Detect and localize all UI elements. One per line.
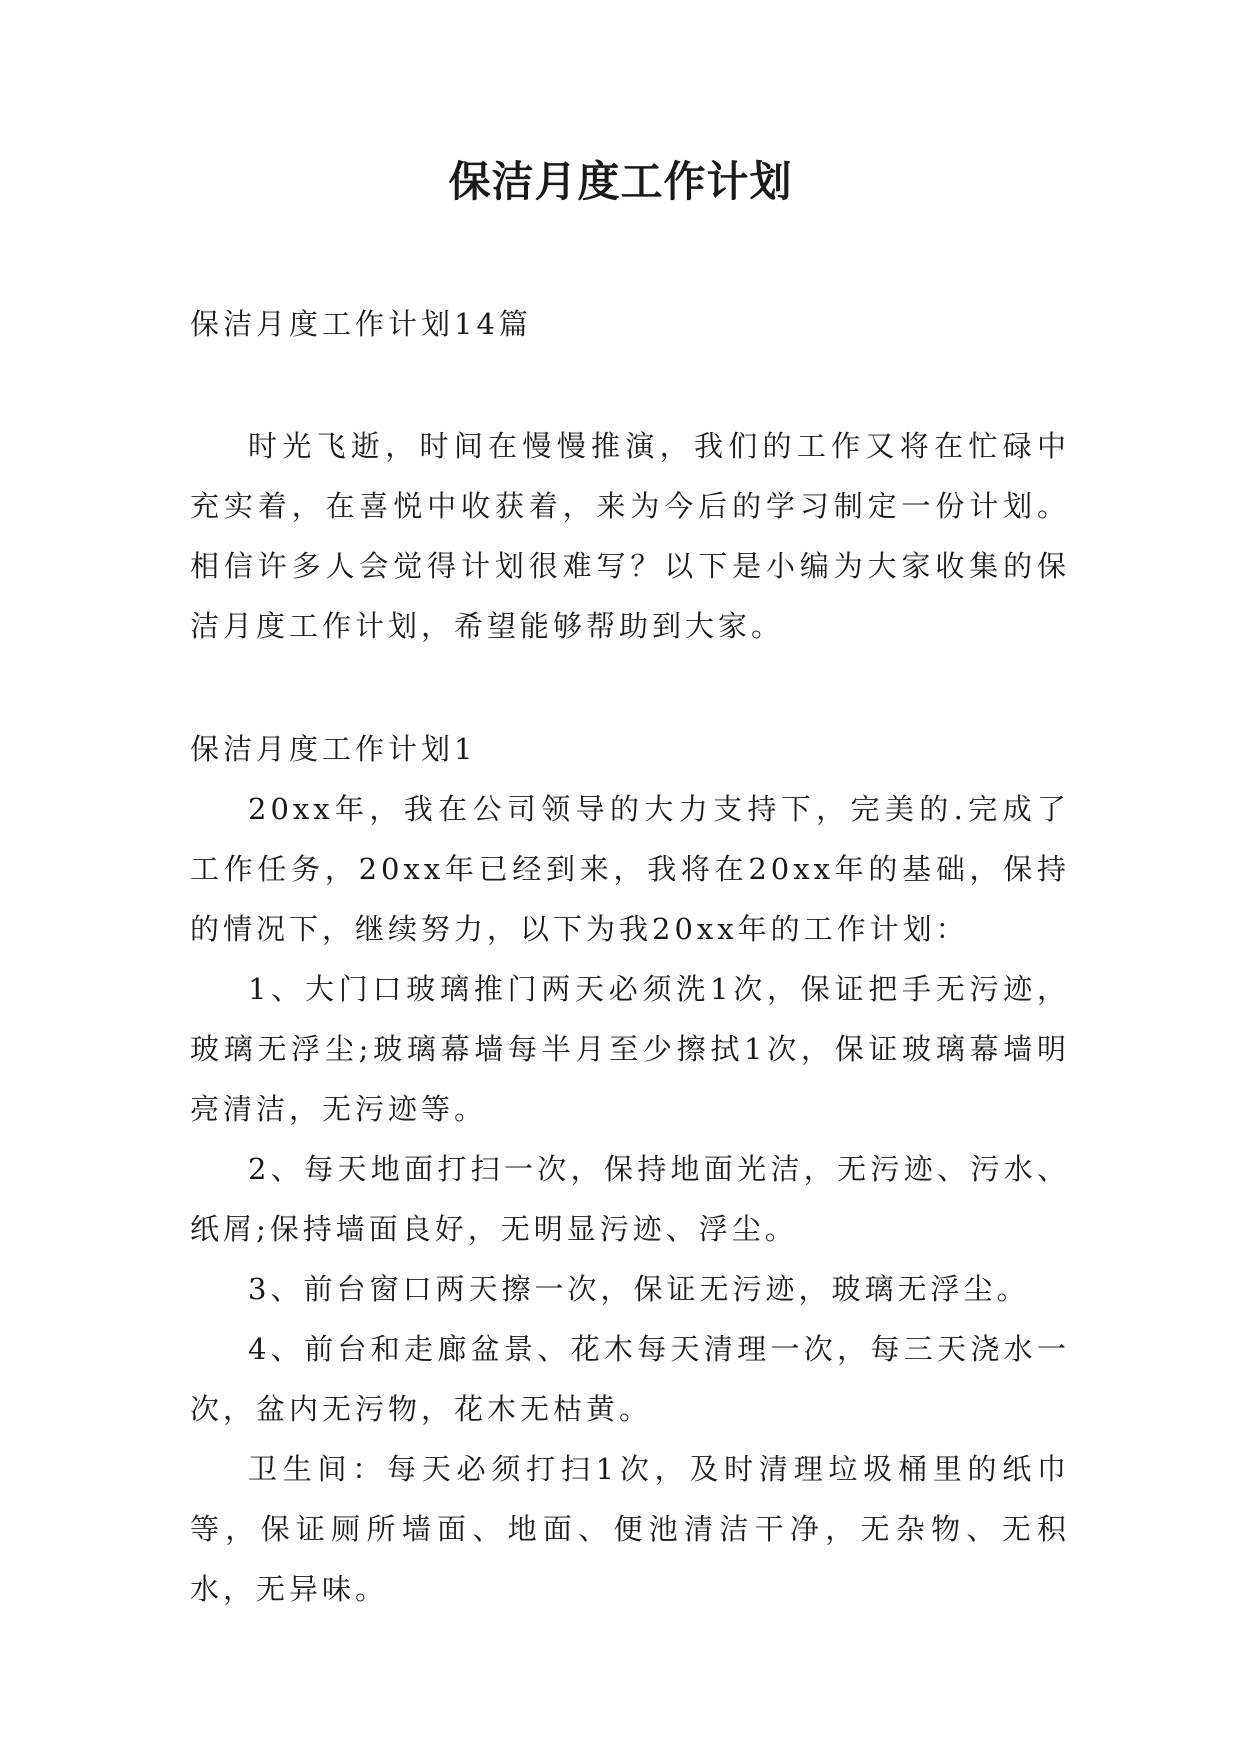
section-heading: 保洁月度工作计划1 <box>190 732 477 766</box>
section-paragraph-4: 3、前台窗口两天擦一次，保证无污迹，玻璃无浮尘。 <box>248 1272 1030 1306</box>
document-body <box>190 294 1070 1619</box>
document-subtitle: 保洁月度工作计划14篇 <box>190 307 532 341</box>
section-paragraph-2: 1、大门口玻璃推门两天必须洗1次，保证把手无污迹，玻璃无浮尘;玻璃幕墙每半月至少擦拭1次，保证玻璃幕墙明亮清洁，无污迹等。 <box>190 972 1070 1126</box>
spacer <box>190 656 1070 719</box>
intro-paragraph: 时光飞逝，时间在慢慢推演，我们的工作又将在忙碌中充实着，在喜悦中收获着，来为今后的学习制定一份计划。相信许多人会觉得计划很难写？以下是小编为大家收集的保洁月度工作计划，希望能够帮助到大家。 <box>190 429 1070 643</box>
section-paragraph-1: 20xx年，我在公司领导的大力支持下，完美的.完成了工作任务，20xx年已经到来，我将在20xx年的基础，保持的情况下，继续努力，以下为我20xx年的工作计划： <box>190 792 1070 946</box>
section-paragraph-3: 2、每天地面打扫一次，保持地面光洁，无污迹、污水、纸屑;保持墙面良好，无明显污迹、浮尘。 <box>190 1152 1070 1246</box>
document-title: 保洁月度工作计划 <box>448 157 793 206</box>
spacer <box>190 354 1070 416</box>
section-paragraph-6: 卫生间：每天必须打扫1次，及时清理垃圾桶里的纸巾等，保证厕所墙面、地面、便池清洁干净，无杂物、无积水，无异味。 <box>190 1452 1070 1606</box>
section-paragraph-5: 4、前台和走廊盆景、花木每天清理一次，每三天浇水一次，盆内无污物，花木无枯黄。 <box>190 1332 1070 1426</box>
